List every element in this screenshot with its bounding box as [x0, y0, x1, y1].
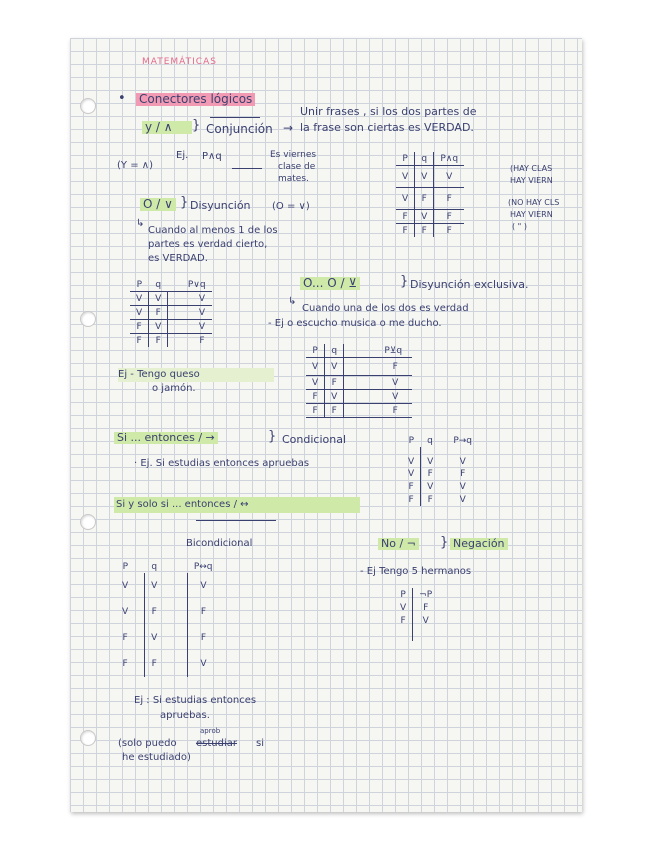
- conjunction-symbol: y / ∧: [142, 121, 192, 134]
- biconditional-note-1: (solo puedo: [118, 738, 177, 749]
- disjunction-definition-3: es VERDAD.: [148, 253, 208, 264]
- biconditional-symbol: Si y solo si ... entonces / ↔: [116, 499, 249, 510]
- disjunction-name: Disyunción: [190, 199, 251, 212]
- table-cell: V: [402, 467, 421, 480]
- binder-hole-3: [80, 514, 96, 530]
- xor-truth-table: [306, 344, 412, 418]
- table-cell: V: [344, 390, 412, 404]
- disjunction-example-2: o jamón.: [152, 383, 196, 394]
- table-cell: F: [344, 358, 412, 376]
- table-cell: F: [423, 602, 429, 613]
- table-cell: V: [415, 166, 434, 188]
- table-cell: F: [427, 494, 433, 505]
- table-header: q: [151, 561, 158, 572]
- conjunction-note-2a: (NO HAY CLS: [508, 198, 560, 207]
- table-header: q: [415, 152, 434, 166]
- conditional-brace: }: [268, 429, 277, 444]
- conjunction-example-formula: P∧q: [202, 151, 222, 162]
- table-cell: F: [145, 651, 188, 677]
- table-cell: F: [434, 188, 464, 210]
- table-cell: F: [325, 376, 344, 390]
- table-header: P: [408, 435, 415, 446]
- table-cell: V: [459, 481, 466, 492]
- table-cell: F: [460, 468, 466, 479]
- binder-hole-4: [80, 730, 96, 746]
- table-cell: F: [402, 493, 421, 506]
- conjunction-arrow: →: [283, 121, 294, 135]
- conjunction-name: Conjunción: [206, 122, 273, 136]
- conjunction-q-text-1: clase de: [278, 162, 316, 172]
- example-connector: [232, 168, 262, 169]
- disjunction-hook: ↳: [136, 218, 145, 229]
- table-cell: F: [122, 633, 128, 643]
- biconditional-note-2: he estudiado): [122, 752, 191, 763]
- disjunction-definition-2: partes es verdad cierto,: [148, 239, 268, 250]
- table-cell: F: [402, 480, 421, 493]
- table-header: ¬P: [419, 589, 433, 600]
- table-cell: V: [422, 615, 429, 626]
- biconditional-note-struck: estudiar: [196, 738, 237, 749]
- table-header: P→q: [453, 435, 473, 446]
- xor-symbol: O... O / ⊻: [300, 277, 360, 290]
- page-header-subject: MATEMÁTICAS: [142, 57, 217, 67]
- bullet-dot: •: [118, 91, 126, 106]
- table-header: q: [325, 344, 344, 358]
- conjunction-note-1b: HAY VIERN: [510, 176, 553, 185]
- table-header: P: [136, 279, 143, 290]
- table-header: P∨q: [187, 279, 206, 290]
- table-header: P: [122, 561, 129, 572]
- conjunction-note-3: ( " ): [512, 222, 528, 231]
- disjunction-truth-table: [130, 278, 212, 347]
- conjunction-q-text-2: mates.: [278, 174, 309, 184]
- table-cell: F: [325, 404, 344, 418]
- table-header: P↔q: [193, 561, 213, 572]
- table-cell: V: [200, 581, 207, 591]
- negation-example: - Ej Tengo 5 hermanos: [360, 566, 472, 577]
- table-cell: V: [168, 306, 212, 320]
- table-cell: F: [200, 607, 207, 617]
- conjunction-note-1a: (HAY CLAS: [510, 164, 553, 173]
- table-cell: V: [130, 292, 149, 306]
- biconditional-truth-table: [116, 560, 219, 677]
- table-cell: V: [459, 457, 466, 467]
- table-cell: [394, 627, 413, 641]
- table-cell: V: [149, 292, 168, 306]
- table-cell: V: [394, 601, 413, 614]
- table-cell: F: [149, 306, 168, 320]
- table-cell: F: [306, 390, 325, 404]
- binder-hole-2: [80, 311, 96, 327]
- table-cell: F: [434, 210, 464, 224]
- table-header: q: [155, 279, 162, 290]
- xor-definition: Cuando una de los dos es verdad: [302, 303, 469, 314]
- table-cell: F: [130, 334, 149, 348]
- table-cell: V: [396, 166, 415, 188]
- conjunction-definition-2: la frase son ciertas es VERDAD.: [300, 121, 474, 134]
- table-header: P: [306, 344, 325, 358]
- biconditional-note-superscript: aprob: [200, 727, 221, 735]
- conjunction-definition-1: Unir frases , si los dos partes de: [300, 105, 477, 118]
- table-cell: V: [168, 292, 212, 306]
- conjunction-example-label: Ej.: [176, 150, 189, 161]
- table-cell: F: [200, 633, 207, 643]
- disjunction-symbol: O / ∨: [140, 198, 176, 211]
- table-cell: V: [149, 320, 168, 334]
- table-cell: V: [306, 376, 325, 390]
- negation-name: Negación: [450, 538, 508, 550]
- table-cell: F: [396, 224, 415, 238]
- table-cell: V: [306, 358, 325, 376]
- biconditional-note-tail: si: [256, 738, 264, 749]
- conjunction-brace: }: [192, 118, 201, 133]
- table-cell: V: [200, 659, 207, 669]
- disjunction-example-1: Ej - Tengo queso: [118, 369, 200, 380]
- conjunction-alt-symbol: (Y = ∧): [117, 160, 153, 171]
- conjunction-note-2b: HAY VIERN: [510, 210, 553, 219]
- binder-hole-1: [80, 98, 96, 114]
- disjunction-definition-1: Cuando al menos 1 de los: [148, 225, 278, 236]
- table-cell: V: [325, 358, 344, 376]
- table-cell: F: [145, 599, 188, 625]
- table-cell: V: [145, 573, 188, 599]
- table-cell: F: [415, 188, 434, 210]
- table-cell: V: [122, 607, 129, 617]
- table-header: P⊻q: [344, 344, 412, 358]
- table-cell: F: [306, 404, 325, 418]
- table-cell: F: [434, 224, 464, 238]
- table-cell: V: [122, 581, 129, 591]
- bracket-line: [196, 520, 276, 521]
- table-cell: F: [427, 468, 433, 479]
- biconditional-example-2: apruebas.: [160, 710, 210, 721]
- table-cell: F: [122, 659, 128, 669]
- table-cell: V: [434, 166, 464, 188]
- table-cell: V: [325, 390, 344, 404]
- xor-hook: ↳: [288, 296, 297, 307]
- table-cell: V: [415, 210, 434, 224]
- disjunction-alt-symbol: (O = ∨): [272, 201, 310, 212]
- overline-arrow: [210, 117, 260, 118]
- biconditional-example-1: Ej : Si estudias entonces: [134, 695, 257, 706]
- table-cell: F: [344, 404, 412, 418]
- table-cell: F: [168, 334, 212, 348]
- disjunction-brace: }: [180, 195, 189, 210]
- conditional-name: Condicional: [282, 433, 347, 446]
- section-title: Conectores lógicos: [136, 93, 255, 106]
- table-cell: V: [459, 494, 466, 505]
- xor-example: - Ej o escucho musica o me ducho.: [268, 318, 442, 329]
- table-cell: V: [145, 625, 188, 651]
- conditional-example: · Ej. Si estudias entonces apruebas: [134, 458, 310, 469]
- table-cell: V: [427, 481, 434, 492]
- table-cell: V: [344, 376, 412, 390]
- negation-truth-table: [394, 588, 438, 641]
- table-cell: V: [130, 306, 149, 320]
- conditional-symbol: Si ... entonces / →: [114, 432, 218, 444]
- table-cell: V: [427, 457, 434, 467]
- xor-name: Disyunción exclusiva.: [410, 278, 529, 291]
- conjunction-truth-table: [396, 152, 464, 237]
- table-header: P: [394, 588, 413, 601]
- xor-brace: }: [400, 274, 409, 289]
- table-cell: V: [402, 447, 421, 467]
- conjunction-p-text: Es viernes: [270, 150, 317, 160]
- negation-brace: }: [440, 535, 449, 550]
- table-header: q: [427, 435, 433, 446]
- table-cell: F: [415, 224, 434, 238]
- table-cell: F: [394, 614, 413, 627]
- biconditional-name: Bicondicional: [186, 538, 253, 549]
- table-cell: [413, 627, 438, 641]
- table-cell: F: [149, 334, 168, 348]
- table-header: P: [396, 152, 415, 166]
- table-cell: V: [168, 320, 212, 334]
- table-cell: F: [130, 320, 149, 334]
- table-cell: V: [396, 188, 415, 210]
- negation-symbol: No / ¬: [378, 538, 419, 550]
- conditional-truth-table: [402, 434, 479, 506]
- table-header: P∧q: [434, 152, 464, 166]
- table-cell: F: [396, 210, 415, 224]
